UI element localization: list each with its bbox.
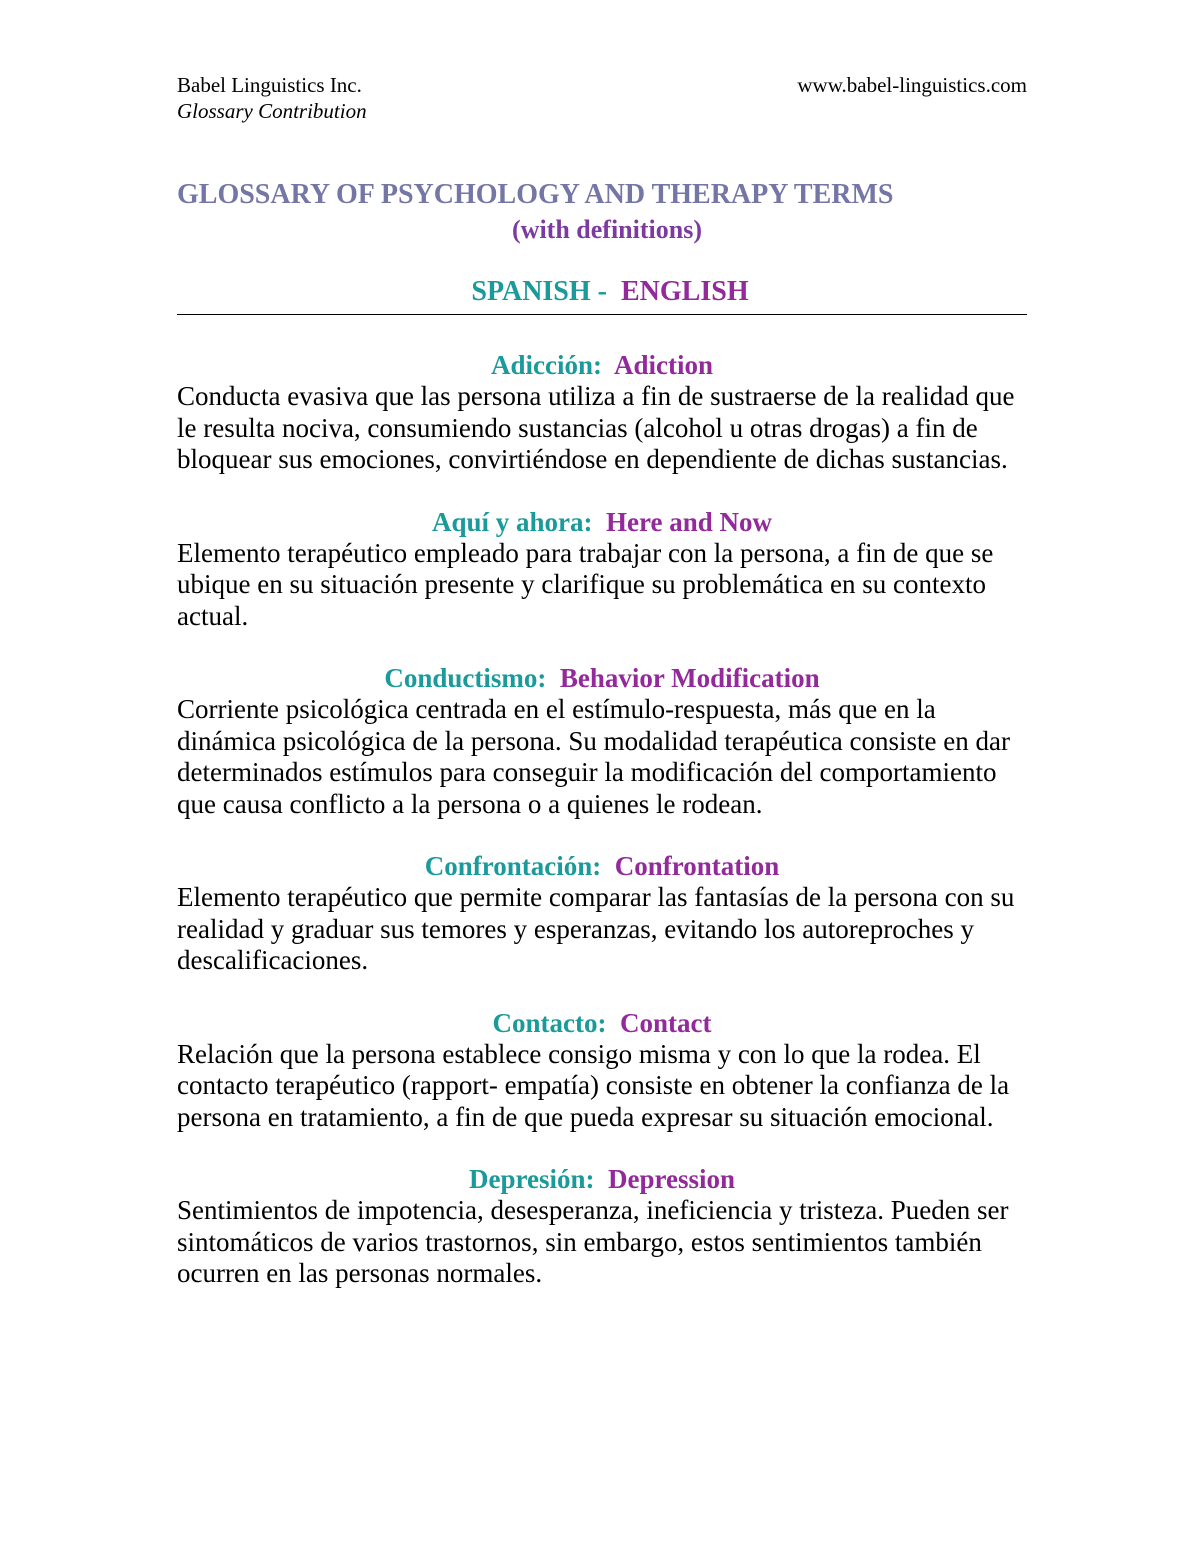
term-spanish: Confrontación:: [424, 851, 602, 881]
title-divider: [177, 314, 1027, 315]
entry-term: [177, 850, 1027, 882]
term-english: Behavior Modification: [559, 663, 820, 693]
entry-term: [177, 662, 1027, 694]
glossary-entry: [177, 850, 1027, 977]
company-name: Babel Linguistics Inc.: [177, 73, 362, 97]
entry-term: [177, 506, 1027, 538]
source-language: SPANISH -: [471, 276, 607, 307]
glossary-entry: [177, 662, 1027, 820]
term-english: Contact: [620, 1007, 712, 1038]
term-english: Adiction: [614, 350, 714, 380]
website-url: www.babel-linguistics.com: [797, 73, 1027, 97]
term-spanish: Conductismo:: [384, 663, 547, 693]
glossary-entry: [177, 1163, 1027, 1290]
target-language: ENGLISH: [621, 276, 749, 307]
entry-term: [177, 349, 1027, 381]
language-pair: [177, 274, 1027, 310]
document-title: GLOSSARY OF PSYCHOLOGY AND THERAPY TERMS: [177, 179, 894, 210]
entry-definition: Conducta evasiva que las persona utiliza a fin de sustraerse de la realidad que le resulta nociva, consumiendo sustancias (alcohol u otras drogas) a fin de bloquear sus emociones, convirtiéndose en dependiente de dichas sustancias.: [177, 381, 1015, 474]
entry-definition: Relación que la persona establece consigo misma y con lo que la rodea. El contacto terapéutico (rapport- empatía) consiste en obtener la confianza de la persona en tratamiento, a fin de que pueda expresar su situación emocional.: [177, 1038, 1010, 1132]
term-spanish: Adicción:: [490, 350, 602, 380]
term-english: Confrontation: [614, 851, 780, 881]
entry-definition: Elemento terapéutico que permite comparar las fantasías de la persona con su realidad y graduar sus temores y esperanzas, evitando los autoreproches y descalificaciones.: [177, 882, 1015, 975]
term-english: Here and Now: [606, 506, 773, 537]
entry-definition: Elemento terapéutico empleado para trabajar con la persona, a fin de que se ubique en su situación presente y clarifique su problemática en su contexto actual.: [177, 537, 994, 631]
term-spanish: Contacto:: [492, 1007, 607, 1038]
header-subtitle: Glossary Contribution: [177, 99, 367, 123]
term-spanish: Depresión:: [468, 1164, 595, 1194]
entry-definition: Sentimientos de impotencia, desesperanza, ineficiencia y tristeza. Pueden ser sintomáticos de varios trastornos, sin embargo, estos sentimientos también ocurren en las personas normales.: [177, 1195, 1009, 1288]
glossary-entry: [177, 506, 1027, 633]
entry-term: [177, 1007, 1027, 1039]
term-spanish: Aquí y ahora:: [431, 506, 593, 537]
document-page: [177, 72, 1027, 1320]
glossary-entry: [177, 1007, 1027, 1134]
entry-term: [177, 1163, 1027, 1195]
glossary-entry: [177, 349, 1027, 476]
page-header: [177, 72, 1027, 98]
document-subtitle: (with definitions): [512, 215, 702, 244]
term-english: Depression: [607, 1164, 735, 1194]
glossary-entries: [177, 349, 1027, 1290]
entry-definition: Corriente psicológica centrada en el estímulo-respuesta, más que en la dinámica psicológica de la persona. Su modalidad terapéutica consiste en dar determinados estímulos para conseguir la modificación del comportamiento que causa conflicto a la persona o a quienes le rodean.: [177, 694, 1010, 819]
